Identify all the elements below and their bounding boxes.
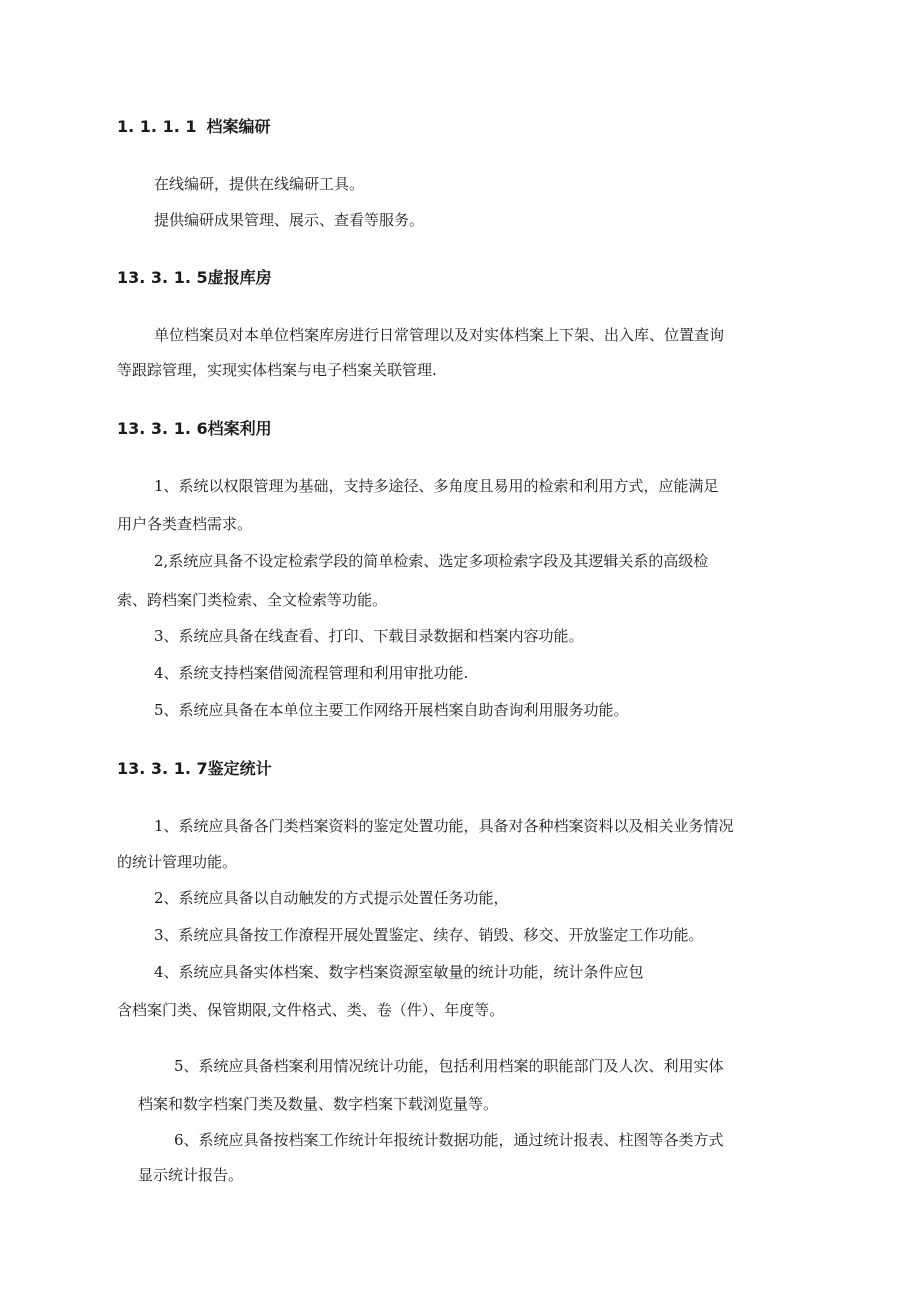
section-4-line-2: 的统计管理功能。 [117,853,238,871]
section-4-line-10: 显示统计报告。 [138,1166,244,1184]
section-4-line-4: 3、系统应具备按工作潦程开展处置鉴定、续存、销毁、移交、开放鉴定工作功能。 [154,926,704,944]
section-2-line-1: 单位档案员对本单位档案库房进行日常管理以及对实体档案上下架、出入库、位置查询 [154,326,725,344]
section-1-paragraph-1: 在线编研，提供在线编研工具。 [154,175,365,193]
section-4-title: 鉴定统计 [207,759,272,778]
section-1-heading [117,117,271,137]
section-4-line-9: 6、系统应具备按档案工作统计年报统计数据功能，通过统计报表、柱图等各类方式 [174,1131,724,1149]
section-4-line-3: 2、系统应具备以自动触发的方式提示处置任务功能， [154,889,509,907]
section-4-line-6: 含档案门类、保管期限,文件格式、类、卷（件）、年度等。 [117,1001,505,1019]
section-3-line-4: 索、跨档案门类检索、全文检索等功能。 [117,591,388,609]
section-4-line-5: 4、系统应具备实体档案、数字档案资源室敏量的统计功能，统计条件应包 [154,963,644,981]
section-2-title: 虚报库房 [207,268,272,287]
section-2-heading [117,268,272,288]
section-3-line-1: 1、系统以权限管理为基础，支持多途径、多角度且易用的检索和利用方式，应能满足 [154,477,719,495]
section-4-number: 13. 3. 1. 7 [117,759,208,778]
section-3-line-6: 4、系统支持档案借阅流程管理和利用审批功能. [154,664,469,682]
section-4-line-7: 5、系统应具备档案利用情况统计功能，包括利用档案的职能部门及人次、利用实体 [174,1057,724,1075]
section-3-heading [117,419,272,439]
section-2-line-2: 等跟踪管理，实现实体档案与电子档案关联管理. [117,361,437,379]
section-3-line-2: 用户各类查档需求。 [117,515,253,533]
section-3-line-7: 5、系统应具备在本单位主要工作网络开展档案自助杳询利用服务功能。 [154,701,629,719]
section-3-number: 13. 3. 1. 6 [117,419,208,438]
section-4-line-1: 1、系统应具备各门类档案资料的鉴定处置功能，具备对各种档案资料以及相关业务情况 [154,817,734,835]
section-3-title: 档案利用 [207,419,272,438]
section-1-paragraph-2: 提供编研成果管理、展示、查看等服务。 [154,211,425,229]
section-3-line-3: 2,系统应具备不设定检索学段的简单检索、选定多项检索字段及其逻辑关系的高级检 [154,552,709,570]
section-2-number: 13. 3. 1. 5 [117,268,208,287]
section-1-number: 1. 1. 1. 1 [117,117,197,136]
section-4-heading [117,759,272,779]
section-4-line-8: 档案和数字档案门类及数量、数字档案下载浏览量等。 [138,1095,499,1113]
section-3-line-5: 3、系统应具备在线查看、打印、下载目录数据和档案内容功能。 [154,627,584,645]
section-1-title: 档案编研 [206,117,271,136]
